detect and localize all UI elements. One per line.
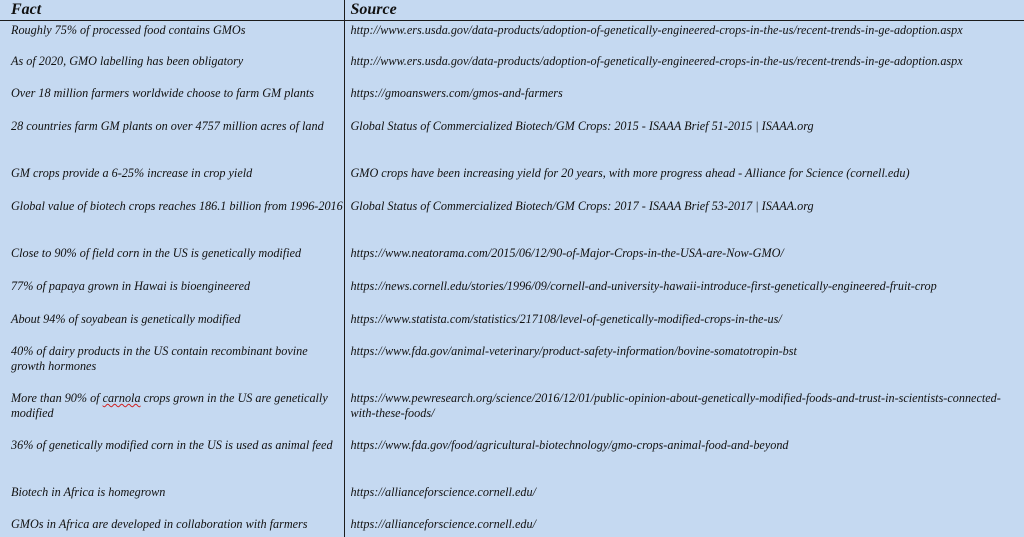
source-cell: https://www.neatorama.com/2015/06/12/90-of-Major-Crops-in-the-USA-are-Now-GMO/ (344, 243, 1024, 276)
source-cell: https://gmoanswers.com/gmos-and-farmers (344, 83, 1024, 116)
fact-cell: Global value of biotech crops reaches 186.1 billion from 1996-2016 (11, 199, 343, 213)
table-row (0, 243, 1024, 276)
source-cell: http://www.ers.usda.gov/data-products/adoption-of-genetically-engineered-crops-in-the-us/recent-trends-in-ge-adoption.aspx (344, 51, 1024, 83)
fact-cell: Over 18 million farmers worldwide choose to farm GM plants (11, 86, 314, 100)
fact-cell: 36% of genetically modified corn in the US is used as animal feed (11, 438, 333, 452)
table-row (0, 482, 1024, 514)
fact-cell: Biotech in Africa is homegrown (11, 485, 166, 499)
fact-text-end: crops grown in the US are genetically modified (11, 391, 328, 420)
source-cell: https://news.cornell.edu/stories/1996/09/cornell-and-university-hawaii-introduce-first-genetically-engineered-fruit-crop (344, 276, 1024, 309)
fact-text-start: More than 90% of (11, 391, 103, 405)
source-cell: Global Status of Commercialized Biotech/GM Crops: 2015 - ISAAA Brief 51-2015 | ISAAA.org (344, 116, 1024, 163)
source-cell: http://www.ers.usda.gov/data-products/adoption-of-genetically-engineered-crops-in-the-us/recent-trends-in-ge-adoption.aspx (344, 21, 1024, 52)
fact-cell: GM crops provide a 6-25% increase in crop yield (11, 166, 253, 180)
fact-column-header: Fact (0, 0, 344, 21)
source-cell: https://www.fda.gov/animal-veterinary/product-safety-information/bovine-somatotropin-bst (344, 341, 1024, 388)
fact-cell: About 94% of soyabean is genetically modified (11, 312, 241, 326)
source-cell: GMO crops have been increasing yield for 20 years, with more progress ahead - Alliance for Science (cornell.edu) (344, 163, 1024, 196)
misspelled-word: carnola (102, 391, 141, 405)
source-cell: https://www.fda.gov/food/agricultural-biotechnology/gmo-crops-animal-food-and-beyond (344, 435, 1024, 482)
table-row (0, 163, 1024, 196)
table-row (0, 309, 1024, 341)
table-row (0, 83, 1024, 116)
table-row (0, 196, 1024, 243)
table-row (0, 21, 1024, 52)
fact-cell (0, 388, 344, 435)
source-column-header: Source (344, 0, 1024, 21)
header-row (0, 0, 1024, 21)
fact-cell: GMOs in Africa are developed in collaboration with farmers (11, 517, 308, 531)
fact-cell: Roughly 75% of processed food contains GMOs (11, 23, 246, 37)
table-row (0, 388, 1024, 435)
source-cell: https://allianceforscience.cornell.edu/ (344, 514, 1024, 537)
table-row (0, 51, 1024, 83)
fact-cell: Close to 90% of field corn in the US is genetically modified (11, 246, 302, 260)
fact-cell: As of 2020, GMO labelling has been obligatory (11, 54, 244, 68)
fact-cell: 28 countries farm GM plants on over 4757 million acres of land (11, 119, 324, 133)
source-cell: https://www.statista.com/statistics/217108/level-of-genetically-modified-crops-in-the-us/ (344, 309, 1024, 341)
fact-cell: 40% of dairy products in the US contain recombinant bovine growth hormones (11, 344, 308, 373)
source-cell: https://www.pewresearch.org/science/2016/12/01/public-opinion-about-genetically-modified-foods-and-trust-in-scientists-connected-with-these-foods/ (344, 388, 1024, 435)
table-row (0, 435, 1024, 482)
table-row (0, 116, 1024, 163)
fact-cell: 77% of papaya grown in Hawai is bioengineered (11, 279, 251, 293)
source-cell: Global Status of Commercialized Biotech/GM Crops: 2017 - ISAAA Brief 53-2017 | ISAAA.org (344, 196, 1024, 243)
table-row (0, 341, 1024, 388)
table-row (0, 276, 1024, 309)
source-cell: https://allianceforscience.cornell.edu/ (344, 482, 1024, 514)
table-row (0, 514, 1024, 537)
